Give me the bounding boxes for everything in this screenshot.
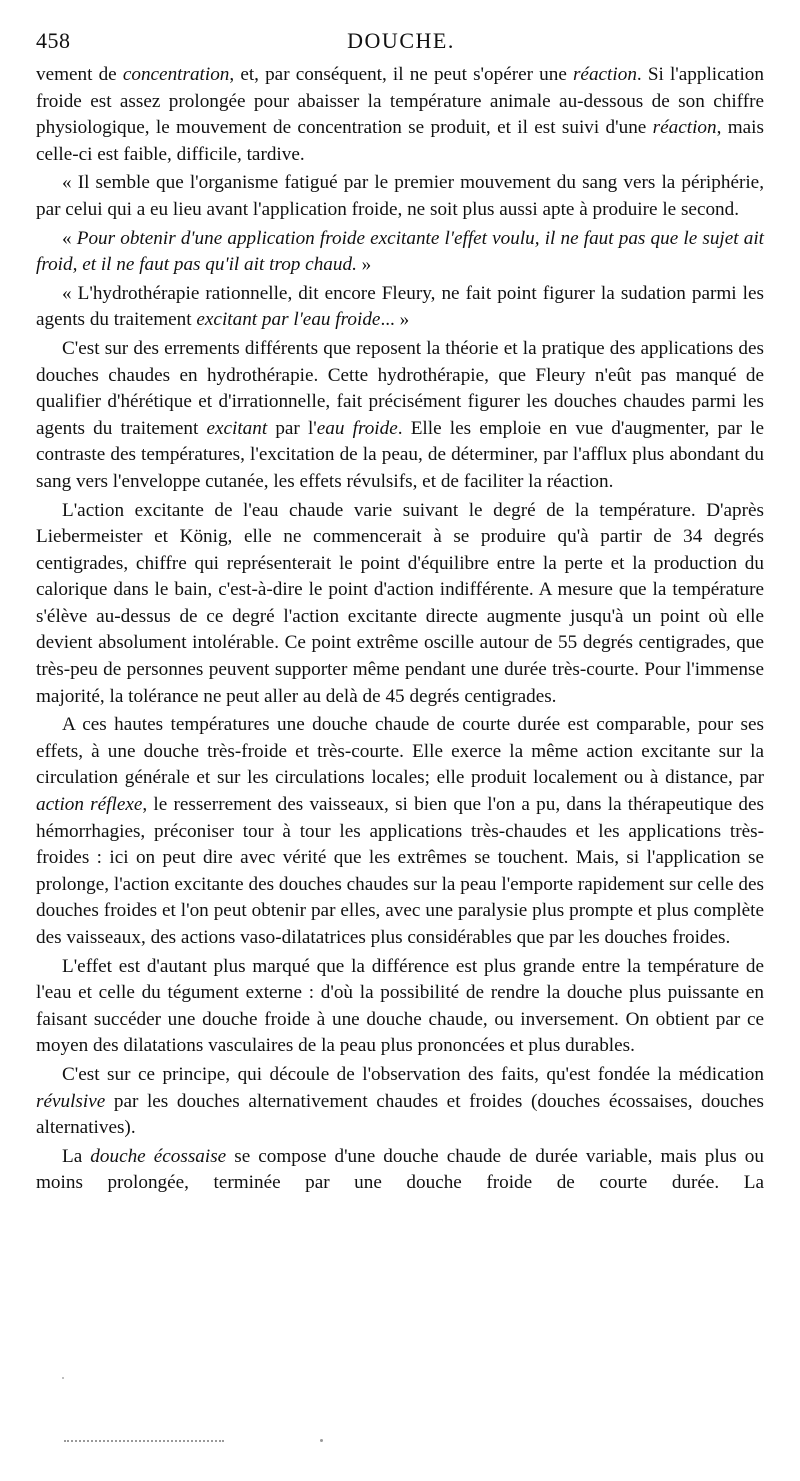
italic-text: réaction bbox=[652, 117, 717, 139]
italic-text: Pour obtenir d'une application froide excitante l'effet voulu, il ne faut pas que le sujet ait froid, et il ne faut pas qu'il ait trop chaud. bbox=[36, 227, 764, 276]
text-run: « Il semble que l'organisme fatigué par le premier mouvement du sang vers la périphérie, par celui qui a eu lieu avant l'application froide, ne soit plus aussi apte à produire le second. bbox=[36, 172, 764, 220]
text-run: L'effet est d'autant plus marqué que la différence est plus grande entre la température de l'eau et celle du tégument externe : d'où la possibilité de rendre la douche plus puissante en faisant succéder une douche froide à une douche chaude, ou inversement. On obtient par ce moyen des dilatations vasculaires de la peau plus prononcées et plus durables. bbox=[36, 955, 764, 1057]
italic-text: eau froide bbox=[316, 417, 398, 439]
paragraph bbox=[36, 281, 764, 334]
running-title: DOUCHE. bbox=[347, 28, 455, 53]
paragraph bbox=[36, 712, 764, 951]
text-run: La bbox=[62, 1145, 91, 1167]
text-run: ... » bbox=[380, 309, 410, 331]
text-run: , le resserrement des vaisseaux, si bien que l'on a pu, dans la thérapeutique des hémorrhagies, préconiser tour à tour les applications très-chaudes et les applications très-froides : ici on peut dire avec vérité que les extrêmes se touchent. Mais, si l'application se prolonge, l'action excitante des douches chaudes sur la peau l'emporte rapidement sur celle des douches froides et l'on peut obtenir par elles, avec une paralysie plus prompte et plus complète des vaisseaux, des actions vaso-dilatatrices plus considérables que par les douches froides. bbox=[36, 794, 765, 948]
text-run: C'est sur ce principe, qui découle de l'observation des faits, qu'est fondée la médication bbox=[62, 1063, 764, 1085]
paragraph bbox=[36, 62, 764, 168]
italic-text: révulsive bbox=[36, 1090, 106, 1112]
italic-text: excitant bbox=[206, 417, 268, 439]
text-run: C'est sur des errements différents que reposent la théorie et la pratique des applications des douches chaudes en hydrothérapie. Cette hydrothérapie, que Fleury n'eût pas manqué de qualifier d'hérétique et d'irrationnelle, fait précisément figurer les douches chaudes parmi les agents du traitement bbox=[36, 337, 764, 439]
paragraph bbox=[36, 498, 764, 711]
paragraph bbox=[36, 170, 764, 223]
paragraph bbox=[36, 1062, 764, 1142]
body-text bbox=[36, 62, 764, 1197]
italic-text: réaction bbox=[572, 64, 637, 85]
page-speck bbox=[62, 1377, 64, 1379]
text-run: , et, par conséquent, il ne peut s'opérer une bbox=[229, 64, 573, 85]
footer-rule bbox=[64, 1440, 224, 1442]
text-run: , mais celle-ci est faible, difficile, tardive. bbox=[36, 117, 764, 165]
italic-text: concentration bbox=[122, 64, 230, 85]
paragraph bbox=[36, 226, 764, 279]
footer-dot bbox=[320, 1439, 323, 1442]
text-run: par l' bbox=[267, 417, 317, 439]
text-run: « L'hydrothérapie rationnelle, dit encore Fleury, ne fait point figurer la sudation parmi les agents du traitement bbox=[36, 282, 764, 331]
italic-text: action réflexe bbox=[36, 794, 143, 816]
text-run: A ces hautes températures une douche chaude de courte durée est comparable, pour ses effets, à une douche très-froide et très-courte. Elle exerce la même action excitante sur la circulation générale et sur les circulations locales; elle produit localement ou à distance, par bbox=[36, 714, 764, 789]
italic-text: excitant par l'eau froide bbox=[196, 309, 381, 331]
text-run: L'action excitante de l'eau chaude varie suivant le degré de la température. D'après Liebermeister et König, elle ne commencerait à se produire qu'à partir de 34 degrés centigrades, chiffre qui représenterait le point d'équilibre entre la perte et la production du calorique dans le bain, c'est-à-dire le point d'action indifférente. A mesure que la température s'élève au-dessus de ce degré l'action excitante directe augmente jusqu'à un point où elle devient absolument intolérable. Ce point extrême oscille autour de 55 degrés centigrades, que très-peu de personnes peuvent supporter même pendant une durée très-courte. Pour l'immense majorité, la tolérance ne peut aller au delà de 45 degrés centigrades. bbox=[36, 499, 764, 707]
text-run: » bbox=[356, 254, 372, 276]
paragraph bbox=[36, 336, 764, 496]
text-run: vement de bbox=[36, 64, 123, 85]
running-head bbox=[36, 28, 766, 58]
paragraph bbox=[36, 1144, 764, 1197]
text-run: « bbox=[62, 227, 77, 249]
italic-text: douche écossaise bbox=[90, 1145, 227, 1167]
page-number: 458 bbox=[36, 28, 71, 53]
text-run: . Elle les emploie en vue d'augmenter, par le contraste des températures, l'excitation de la peau, de déterminer, par l'afflux plus abondant du sang vers l'enveloppe cutanée, les effets révulsifs, et de faciliter la réaction. bbox=[36, 417, 764, 492]
text-run: . Si l'application froide est assez prolongée pour abaisser la température animale au-dessous de son chiffre physiologique, le mouvement de concentration se produit, et il est suivi d'une bbox=[36, 64, 764, 139]
paragraph bbox=[36, 954, 764, 1060]
text-run: se compose d'une douche chaude de durée variable, mais plus ou moins prolongée, terminée par une douche froide de courte durée. La bbox=[36, 1145, 764, 1194]
text-run: par les douches alternativement chaudes et froides (douches écossaises, douches alternatives). bbox=[36, 1090, 764, 1139]
